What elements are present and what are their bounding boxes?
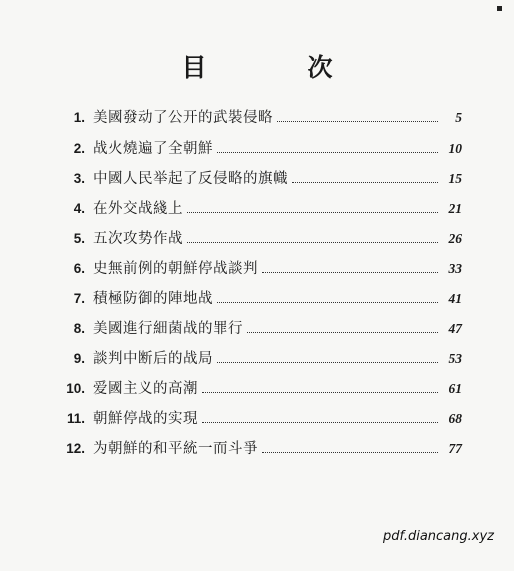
corner-mark xyxy=(497,6,502,11)
toc-entry[interactable] xyxy=(58,108,462,128)
toc-entry[interactable] xyxy=(58,349,462,369)
toc-entry[interactable] xyxy=(58,319,462,339)
toc-entry-title: 在外交战綫上 xyxy=(93,201,183,217)
toc-entry-page: 5 xyxy=(455,110,462,125)
toc-dot-leader xyxy=(262,451,438,453)
toc-entry-page: 33 xyxy=(448,261,462,276)
toc-entry-title: 談判中断后的战局 xyxy=(93,351,213,367)
toc-entry-page: 68 xyxy=(448,411,462,426)
toc-entry[interactable] xyxy=(58,229,462,249)
toc-entry-title: 朝鮮停战的实現 xyxy=(93,411,198,427)
watermark-text: pdf.diancang.xyz xyxy=(382,529,494,544)
toc-entry-number: 6. xyxy=(73,261,85,276)
toc-entry-page: 26 xyxy=(448,231,462,246)
toc-entry-title: 中國人民举起了反侵略的旗幟 xyxy=(93,171,288,187)
toc-entry[interactable] xyxy=(58,439,462,459)
toc-entry-title: 史無前例的朝鮮停战談判 xyxy=(93,261,258,277)
toc-entry-number: 3. xyxy=(73,171,85,186)
toc-entry-title: 美國進行細菌战的罪行 xyxy=(93,321,243,337)
toc-dot-leader xyxy=(187,211,438,213)
toc-entry-number: 10. xyxy=(66,381,85,396)
toc-entry-page: 77 xyxy=(448,441,462,456)
toc-entry-number: 7. xyxy=(73,291,85,306)
toc-entry[interactable] xyxy=(58,409,462,429)
toc-entry-number: 4. xyxy=(73,201,85,216)
toc-entry-page: 10 xyxy=(448,141,462,156)
toc-dot-leader xyxy=(247,331,438,333)
toc-entry-title: 战火燒遍了全朝鮮 xyxy=(93,141,213,157)
toc-entry-title: 爱國主义的高潮 xyxy=(93,381,198,397)
toc-dot-leader xyxy=(217,361,438,363)
toc-entry-page: 21 xyxy=(448,201,462,216)
toc-entry-page: 41 xyxy=(448,291,462,306)
toc-entry[interactable] xyxy=(58,169,462,189)
toc-entry-number: 8. xyxy=(73,321,85,336)
toc-entry-number: 11. xyxy=(66,411,85,426)
toc-dot-leader xyxy=(202,421,438,423)
toc-dot-leader xyxy=(262,271,438,273)
toc-entry[interactable] xyxy=(58,139,462,159)
toc-dot-leader xyxy=(217,301,438,303)
toc-dot-leader xyxy=(277,120,438,122)
toc-entry-number: 2. xyxy=(73,141,85,156)
toc-dot-leader xyxy=(202,391,438,393)
toc-dot-leader xyxy=(187,241,438,243)
toc-entry-title: 为朝鮮的和平統一而斗爭 xyxy=(93,441,258,457)
toc-entry-title: 美國發动了公开的武裝侵略 xyxy=(93,110,273,126)
toc-entry[interactable] xyxy=(58,259,462,279)
toc-entry-page: 47 xyxy=(448,321,462,336)
toc-entry-title: 五次攻势作战 xyxy=(93,231,183,247)
toc-entry[interactable] xyxy=(58,379,462,399)
toc-entry-page: 53 xyxy=(448,351,462,366)
toc-entry[interactable] xyxy=(58,289,462,309)
toc-dot-leader xyxy=(292,181,438,183)
toc-entry-number: 1. xyxy=(73,110,85,125)
toc-entry-title: 積極防御的陣地战 xyxy=(93,291,213,307)
toc-entry-page: 61 xyxy=(448,381,462,396)
toc-dot-leader xyxy=(217,151,438,153)
toc-entry-number: 9. xyxy=(73,351,85,366)
toc-entry-number: 12. xyxy=(66,441,85,456)
page-title: 目 次 xyxy=(181,53,371,82)
toc-entry[interactable] xyxy=(58,199,462,219)
toc-entry-number: 5. xyxy=(73,231,85,246)
toc-entry-page: 15 xyxy=(448,171,462,186)
